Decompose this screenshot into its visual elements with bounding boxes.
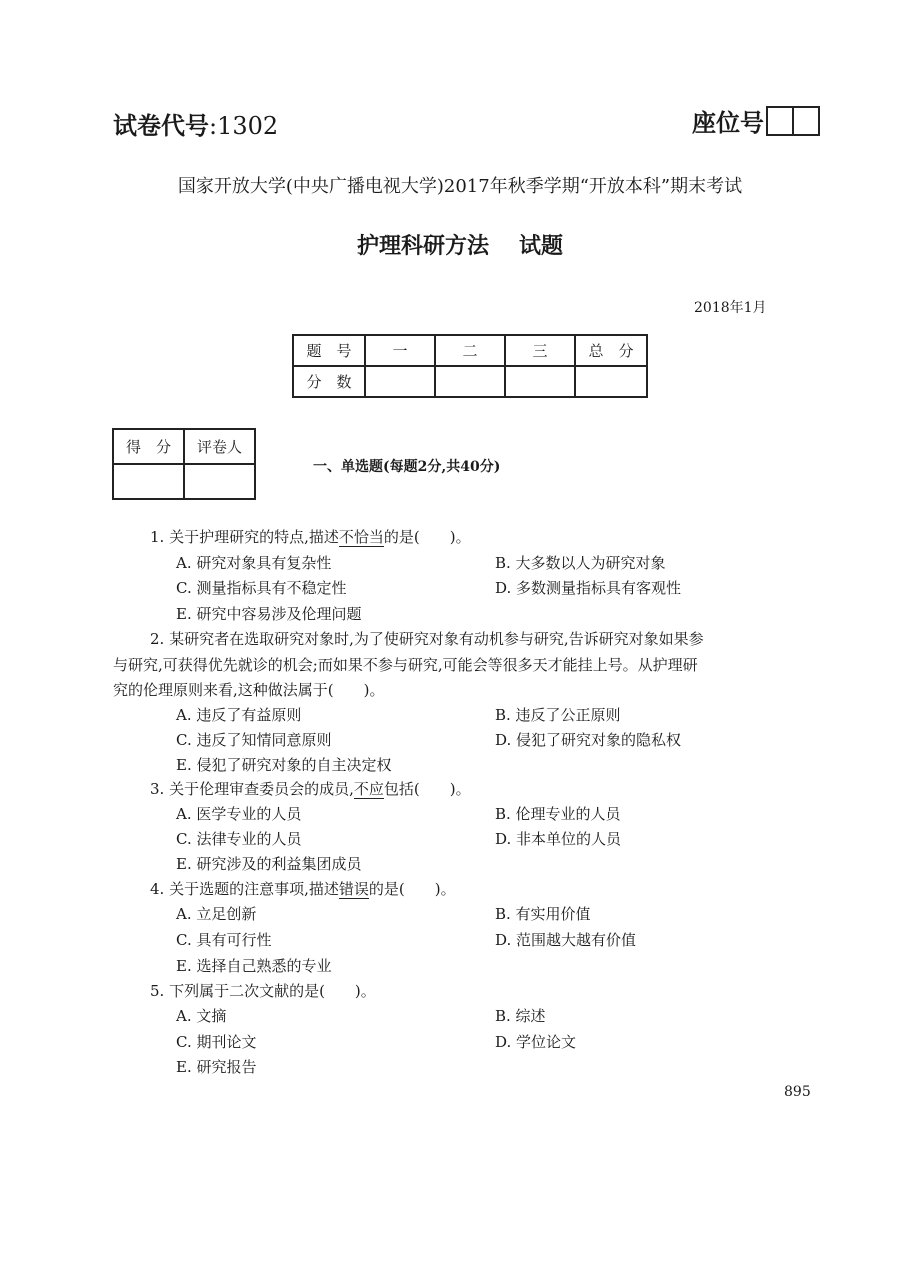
stem-emphasis: 不恰当 [338, 528, 384, 546]
option: C. 法律专业的人员 [176, 830, 302, 848]
score-table-header: 分 数 [293, 366, 365, 397]
exam-code [113, 106, 278, 141]
score-cell [575, 366, 647, 397]
score-table-header: 三 [505, 335, 575, 366]
title-sub: 试题 [519, 234, 564, 259]
question-stem: 5. 下列属于二次文献的是( )。 [150, 982, 376, 1000]
grader-table-row [113, 429, 255, 464]
section-heading: 一、单选题(每题2分,共40分) [313, 459, 501, 475]
option: A. 立足创新 [176, 905, 257, 923]
score-cell [505, 366, 575, 397]
score-table-row [293, 366, 647, 397]
option: D. 学位论文 [495, 1033, 577, 1051]
option: E. 研究中容易涉及伦理问题 [176, 605, 362, 623]
option: A. 文摘 [176, 1007, 227, 1025]
question-stem [150, 878, 456, 899]
exam-code-label: 试卷代号 [113, 112, 209, 140]
option: B. 大多数以人为研究对象 [495, 554, 666, 572]
question-stem-line: 2. 某研究者在选取研究对象时,为了使研究对象有动机参与研究,告诉研究对象如果参 [150, 630, 704, 648]
question-stem [150, 778, 471, 799]
option: A. 研究对象具有复杂性 [176, 554, 332, 572]
option: C. 具有可行性 [176, 931, 272, 949]
option: D. 多数测量指标具有客观性 [495, 579, 682, 597]
stem-text: 的是( )。 [383, 528, 471, 546]
option: C. 期刊论文 [176, 1033, 257, 1051]
option: A. 违反了有益原则 [176, 706, 302, 724]
stem-text: 4. 关于选题的注意事项,描述 [150, 880, 339, 898]
title-main: 护理科研方法 [356, 234, 489, 259]
option: B. 伦理专业的人员 [495, 805, 621, 823]
option: B. 违反了公正原则 [495, 706, 621, 724]
score-table-row [293, 335, 647, 366]
stem-text: 3. 关于伦理审查委员会的成员, [150, 780, 354, 798]
grader-header: 评卷人 [184, 429, 255, 464]
option: E. 研究报告 [176, 1058, 257, 1076]
exam-date: 2018年1月 [694, 300, 767, 316]
option: D. 范围越大越有价值 [495, 931, 637, 949]
score-cell [365, 366, 435, 397]
question-stem-line: 究的伦理原则来看,这种做法属于( )。 [113, 681, 385, 699]
stem-text: 1. 关于护理研究的特点,描述 [150, 528, 339, 546]
grader-cell [113, 464, 184, 499]
score-cell [435, 366, 505, 397]
score-table-header: 题 号 [293, 335, 365, 366]
option: D. 非本单位的人员 [495, 830, 622, 848]
grader-cell [184, 464, 255, 499]
option: D. 侵犯了研究对象的隐私权 [495, 731, 682, 749]
option: B. 综述 [495, 1007, 546, 1025]
exam-name: 国家开放大学(中央广播电视大学)2017年秋季学期“开放本科”期末考试 [177, 176, 743, 197]
option: E. 选择自己熟悉的专业 [176, 957, 332, 975]
grader-table-row [113, 464, 255, 499]
stem-emphasis: 不应 [353, 780, 384, 798]
exam-code-value: :1302 [209, 112, 279, 140]
stem-emphasis: 错误 [338, 880, 369, 898]
seat-number [692, 103, 820, 138]
question-stem [150, 526, 471, 547]
score-table-header: 总 分 [575, 335, 647, 366]
score-table [292, 334, 648, 398]
grader-table [112, 428, 256, 500]
score-table-header: 二 [435, 335, 505, 366]
seat-number-label: 座位号 [692, 109, 764, 137]
grader-header: 得 分 [113, 429, 184, 464]
option: C. 违反了知情同意原则 [176, 731, 332, 749]
stem-text: 的是( )。 [368, 880, 456, 898]
score-table-header: 一 [365, 335, 435, 366]
seat-number-boxes [766, 106, 820, 136]
option: E. 侵犯了研究对象的自主决定权 [176, 756, 392, 774]
page-title [0, 229, 920, 260]
option: C. 测量指标具有不稳定性 [176, 579, 347, 597]
question-stem-line: 与研究,可获得优先就诊的机会;而如果不参与研究,可能会等很多天才能挂上号。从护理研 [113, 656, 698, 674]
stem-text: 包括( )。 [383, 780, 471, 798]
page-number: 895 [784, 1084, 811, 1100]
option: A. 医学专业的人员 [176, 805, 302, 823]
option: E. 研究涉及的利益集团成员 [176, 855, 362, 873]
option: B. 有实用价值 [495, 905, 591, 923]
